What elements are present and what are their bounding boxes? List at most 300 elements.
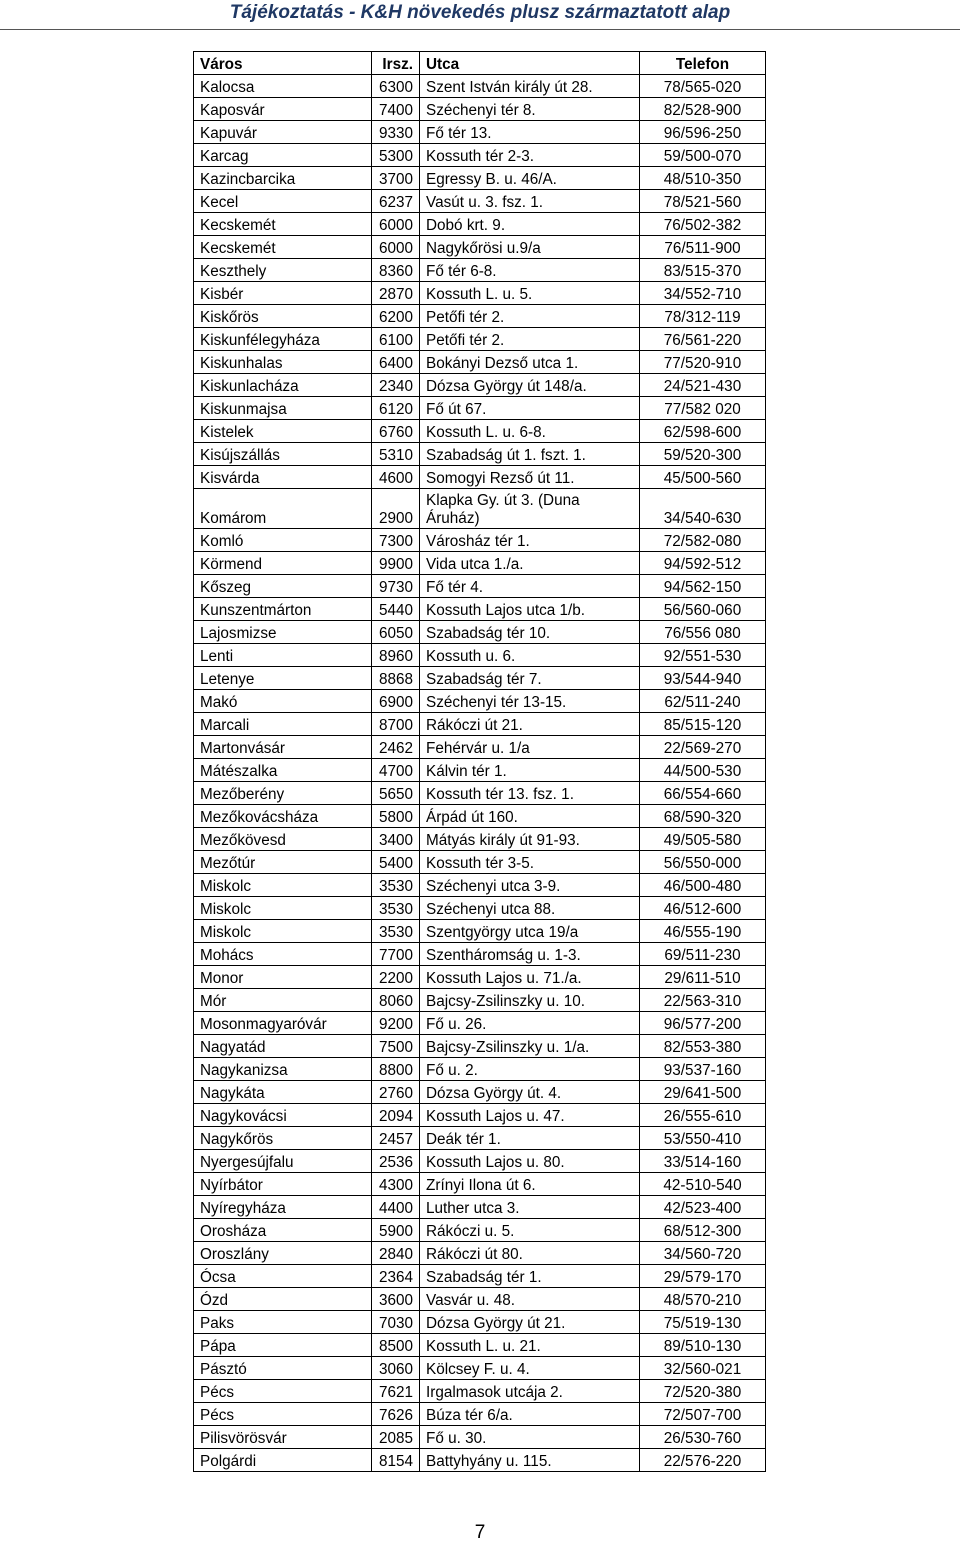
cell-street: Rákóczi u. 5. [420,1219,640,1242]
cell-street: Kossuth L. u. 21. [420,1334,640,1357]
cell-zip: 2900 [372,489,420,529]
cell-phone: 56/560-060 [640,598,766,621]
cell-zip: 2364 [372,1265,420,1288]
cell-street: Árpád út 160. [420,805,640,828]
cell-street: Fő u. 26. [420,1012,640,1035]
cell-phone: 48/510-350 [640,167,766,190]
table-row [194,1012,766,1035]
cell-city: Kiskunmajsa [194,397,372,420]
cell-city: Nagykáta [194,1081,372,1104]
table-row [194,259,766,282]
cell-phone: 44/500-530 [640,759,766,782]
cell-phone: 78/565-020 [640,75,766,98]
cell-street: Dózsa György út 148/a. [420,374,640,397]
table-row [194,598,766,621]
table-row [194,920,766,943]
cell-street: Búza tér 6/a. [420,1403,640,1426]
cell-street: Fő tér 13. [420,121,640,144]
cell-phone: 53/550-410 [640,1127,766,1150]
table-row [194,667,766,690]
cell-phone: 46/512-600 [640,897,766,920]
cell-city: Letenye [194,667,372,690]
table-row [194,1288,766,1311]
cell-street: Kálvin tér 1. [420,759,640,782]
cell-phone: 66/554-660 [640,782,766,805]
cell-phone: 77/582 020 [640,397,766,420]
cell-city: Ózd [194,1288,372,1311]
cell-zip: 5310 [372,443,420,466]
cell-zip: 7500 [372,1035,420,1058]
cell-city: Kecel [194,190,372,213]
cell-zip: 9900 [372,552,420,575]
cell-zip: 3400 [372,828,420,851]
cell-city: Pásztó [194,1357,372,1380]
cell-phone: 34/560-720 [640,1242,766,1265]
cell-street: Szentgyörgy utca 19/a [420,920,640,943]
cell-zip: 7621 [372,1380,420,1403]
cell-city: Mezőtúr [194,851,372,874]
cell-phone: 85/515-120 [640,713,766,736]
cell-zip: 6400 [372,351,420,374]
table-row [194,1081,766,1104]
page-number: 7 [474,1522,486,1543]
cell-zip: 2340 [372,374,420,397]
cell-street: Dobó krt. 9. [420,213,640,236]
cell-city: Kisvárda [194,466,372,489]
cell-city: Nagykovácsi [194,1104,372,1127]
table-row [194,1150,766,1173]
cell-phone: 32/560-021 [640,1357,766,1380]
cell-zip: 2840 [372,1242,420,1265]
cell-city: Mór [194,989,372,1012]
cell-phone: 62/511-240 [640,690,766,713]
cell-zip: 9730 [372,575,420,598]
table-row [194,328,766,351]
cell-city: Kisbér [194,282,372,305]
table-row [194,75,766,98]
cell-street: Bajcsy-Zsilinszky u. 10. [420,989,640,1012]
table-row [194,190,766,213]
table-row [194,1173,766,1196]
cell-street: Dózsa György út 21. [420,1311,640,1334]
table-row [194,713,766,736]
cell-zip: 5440 [372,598,420,621]
cell-phone: 29/611-510 [640,966,766,989]
cell-city: Nyíregyháza [194,1196,372,1219]
cell-street: Fehérvár u. 1/a [420,736,640,759]
cell-zip: 6760 [372,420,420,443]
cell-zip: 2760 [372,1081,420,1104]
cell-city: Nyírbátor [194,1173,372,1196]
cell-city: Mátészalka [194,759,372,782]
cell-phone: 75/519-130 [640,1311,766,1334]
cell-zip: 6120 [372,397,420,420]
cell-city: Miskolc [194,897,372,920]
title-divider [0,29,960,30]
cell-zip: 6900 [372,690,420,713]
cell-phone: 24/521-430 [640,374,766,397]
table-row [194,966,766,989]
cell-zip: 9330 [372,121,420,144]
table-row [194,236,766,259]
table-row [194,644,766,667]
table-row [194,167,766,190]
cell-phone: 68/512-300 [640,1219,766,1242]
cell-street: Petőfi tér 2. [420,328,640,351]
cell-street: Szabadság út 1. fszt. 1. [420,443,640,466]
cell-city: Orosháza [194,1219,372,1242]
cell-street: Kossuth tér 3-5. [420,851,640,874]
cell-city: Kecskemét [194,213,372,236]
cell-zip: 8800 [372,1058,420,1081]
cell-zip: 2457 [372,1127,420,1150]
table-row [194,466,766,489]
cell-phone: 69/511-230 [640,943,766,966]
cell-street: Bajcsy-Zsilinszky u. 1/a. [420,1035,640,1058]
cell-city: Mohács [194,943,372,966]
table-row [194,305,766,328]
cell-street: Dózsa György út. 4. [420,1081,640,1104]
cell-street: Kossuth u. 6. [420,644,640,667]
cell-phone: 26/530-760 [640,1426,766,1449]
table-row [194,1242,766,1265]
cell-phone: 89/510-130 [640,1334,766,1357]
cell-phone: 93/537-160 [640,1058,766,1081]
table-row [194,621,766,644]
cell-phone: 68/590-320 [640,805,766,828]
table-row [194,1449,766,1472]
cell-zip: 2200 [372,966,420,989]
cell-phone: 42/523-400 [640,1196,766,1219]
cell-zip: 8700 [372,713,420,736]
table-row [194,121,766,144]
cell-street: Kossuth Lajos u. 80. [420,1150,640,1173]
cell-city: Nagyatád [194,1035,372,1058]
cell-city: Kőszeg [194,575,372,598]
cell-zip: 5400 [372,851,420,874]
cell-zip: 7400 [372,98,420,121]
cell-zip: 6100 [372,328,420,351]
cell-city: Körmend [194,552,372,575]
cell-street: Fő u. 2. [420,1058,640,1081]
cell-phone: 82/528-900 [640,98,766,121]
cell-city: Kecskemét [194,236,372,259]
cell-phone: 94/562-150 [640,575,766,598]
cell-zip: 7700 [372,943,420,966]
cell-street: Széchenyi tér 13-15. [420,690,640,713]
cell-phone: 29/641-500 [640,1081,766,1104]
cell-city: Mosonmagyaróvár [194,1012,372,1035]
table-row [194,1426,766,1449]
cell-zip: 7030 [372,1311,420,1334]
table-row [194,1265,766,1288]
cell-city: Kiskunhalas [194,351,372,374]
cell-zip: 6237 [372,190,420,213]
cell-phone: 93/544-940 [640,667,766,690]
cell-city: Nagykanizsa [194,1058,372,1081]
cell-city: Kunszentmárton [194,598,372,621]
cell-street: Szent István király út 28. [420,75,640,98]
table-row [194,489,766,529]
cell-city: Kiskunfélegyháza [194,328,372,351]
cell-city: Kisújszállás [194,443,372,466]
table-row [194,874,766,897]
cell-street: Kossuth Lajos u. 47. [420,1104,640,1127]
cell-phone: 45/500-560 [640,466,766,489]
cell-street: Irgalmasok utcája 2. [420,1380,640,1403]
cell-street: Vida utca 1./a. [420,552,640,575]
cell-street: Rákóczi út 80. [420,1242,640,1265]
cell-city: Pilisvörösvár [194,1426,372,1449]
cell-zip: 6000 [372,213,420,236]
table-row [194,443,766,466]
table-row [194,782,766,805]
cell-phone: 33/514-160 [640,1150,766,1173]
table-row [194,552,766,575]
table-row [194,420,766,443]
column-header-phone: Telefon [640,52,766,75]
cell-phone: 76/561-220 [640,328,766,351]
cell-phone: 42-510-540 [640,1173,766,1196]
table-row [194,690,766,713]
cell-phone: 59/500-070 [640,144,766,167]
branch-address-table [193,51,766,1472]
cell-phone: 77/520-910 [640,351,766,374]
cell-street: Kossuth tér 2-3. [420,144,640,167]
cell-city: Makó [194,690,372,713]
cell-zip: 6000 [372,236,420,259]
cell-street: Kossuth L. u. 6-8. [420,420,640,443]
cell-phone: 56/550-000 [640,851,766,874]
cell-zip: 2870 [372,282,420,305]
cell-zip: 7300 [372,529,420,552]
table-row [194,1127,766,1150]
cell-city: Kistelek [194,420,372,443]
cell-phone: 76/511-900 [640,236,766,259]
cell-phone: 94/592-512 [640,552,766,575]
cell-phone: 96/577-200 [640,1012,766,1035]
cell-phone: 76/502-382 [640,213,766,236]
cell-street: Mátyás király út 91-93. [420,828,640,851]
cell-city: Karcag [194,144,372,167]
cell-city: Pápa [194,1334,372,1357]
cell-zip: 8154 [372,1449,420,1472]
cell-zip: 8868 [372,667,420,690]
table-row [194,736,766,759]
cell-street: Kossuth Lajos utca 1/b. [420,598,640,621]
cell-city: Miskolc [194,920,372,943]
cell-zip: 2085 [372,1426,420,1449]
cell-phone: 72/520-380 [640,1380,766,1403]
cell-zip: 9200 [372,1012,420,1035]
cell-city: Kaposvár [194,98,372,121]
cell-street: Szentháromság u. 1-3. [420,943,640,966]
cell-street: Szabadság tér 1. [420,1265,640,1288]
cell-zip: 2536 [372,1150,420,1173]
cell-street: Kossuth tér 13. fsz. 1. [420,782,640,805]
cell-city: Pécs [194,1403,372,1426]
cell-city: Ócsa [194,1265,372,1288]
cell-street: Klapka Gy. út 3. (Duna Áruház) [420,489,640,529]
cell-street: Vasút u. 3. fsz. 1. [420,190,640,213]
cell-zip: 5300 [372,144,420,167]
cell-zip: 3530 [372,920,420,943]
cell-phone: 46/500-480 [640,874,766,897]
cell-city: Kazincbarcika [194,167,372,190]
column-header-street: Utca [420,52,640,75]
cell-street: Fő u. 30. [420,1426,640,1449]
cell-phone: 49/505-580 [640,828,766,851]
table-row [194,1357,766,1380]
table-row [194,282,766,305]
cell-street: Szabadság tér 10. [420,621,640,644]
cell-city: Keszthely [194,259,372,282]
cell-phone: 22/576-220 [640,1449,766,1472]
cell-city: Paks [194,1311,372,1334]
cell-zip: 6200 [372,305,420,328]
cell-zip: 8360 [372,259,420,282]
cell-street: Széchenyi utca 88. [420,897,640,920]
cell-city: Kiskőrös [194,305,372,328]
cell-city: Miskolc [194,874,372,897]
cell-city: Kapuvár [194,121,372,144]
cell-city: Lenti [194,644,372,667]
cell-zip: 8500 [372,1334,420,1357]
cell-street: Szabadság tér 7. [420,667,640,690]
table-row [194,1058,766,1081]
cell-street: Széchenyi utca 3-9. [420,874,640,897]
table-row [194,851,766,874]
cell-phone: 22/563-310 [640,989,766,1012]
cell-zip: 4300 [372,1173,420,1196]
cell-phone: 96/596-250 [640,121,766,144]
cell-phone: 76/556 080 [640,621,766,644]
cell-city: Lajosmizse [194,621,372,644]
cell-phone: 26/555-610 [640,1104,766,1127]
column-header-zip: Irsz. [372,52,420,75]
cell-phone: 59/520-300 [640,443,766,466]
cell-zip: 5900 [372,1219,420,1242]
cell-zip: 5650 [372,782,420,805]
cell-street: Petőfi tér 2. [420,305,640,328]
cell-zip: 7626 [372,1403,420,1426]
cell-street: Battyhyány u. 115. [420,1449,640,1472]
cell-city: Mezőkovácsháza [194,805,372,828]
cell-city: Kiskunlacháza [194,374,372,397]
cell-city: Nyergesújfalu [194,1150,372,1173]
table-row [194,213,766,236]
cell-street: Kölcsey F. u. 4. [420,1357,640,1380]
table-row [194,144,766,167]
cell-phone: 82/553-380 [640,1035,766,1058]
cell-zip: 3700 [372,167,420,190]
cell-city: Mezőberény [194,782,372,805]
cell-zip: 2094 [372,1104,420,1127]
cell-city: Komló [194,529,372,552]
cell-zip: 6300 [372,75,420,98]
cell-phone: 83/515-370 [640,259,766,282]
cell-phone: 48/570-210 [640,1288,766,1311]
cell-city: Mezőkövesd [194,828,372,851]
cell-street: Zrínyi Ilona út 6. [420,1173,640,1196]
cell-street: Egressy B. u. 46/A. [420,167,640,190]
table-row [194,989,766,1012]
cell-street: Somogyi Rezső út 11. [420,466,640,489]
cell-phone: 72/582-080 [640,529,766,552]
table-row [194,805,766,828]
document-title: Tájékoztatás - K&H növekedés plusz származtatott alap [229,2,731,23]
table-row [194,529,766,552]
cell-street: Széchenyi tér 8. [420,98,640,121]
cell-zip: 4600 [372,466,420,489]
table-header-row [194,52,766,75]
cell-city: Nagykőrös [194,1127,372,1150]
cell-street: Városház tér 1. [420,529,640,552]
cell-phone: 22/569-270 [640,736,766,759]
cell-zip: 4400 [372,1196,420,1219]
table-row [194,98,766,121]
cell-zip: 3600 [372,1288,420,1311]
table-row [194,759,766,782]
cell-phone: 72/507-700 [640,1403,766,1426]
cell-street: Fő út 67. [420,397,640,420]
cell-city: Marcali [194,713,372,736]
cell-phone: 62/598-600 [640,420,766,443]
cell-street: Luther utca 3. [420,1196,640,1219]
cell-street: Nagykőrösi u.9/a [420,236,640,259]
table-row [194,397,766,420]
cell-zip: 3530 [372,897,420,920]
cell-street: Fő tér 4. [420,575,640,598]
cell-zip: 2462 [372,736,420,759]
cell-street: Vasvár u. 48. [420,1288,640,1311]
table-row [194,897,766,920]
cell-zip: 3530 [372,874,420,897]
cell-phone: 78/521-560 [640,190,766,213]
cell-zip: 3060 [372,1357,420,1380]
table-row [194,828,766,851]
table-row [194,1403,766,1426]
cell-street: Kossuth Lajos u. 71./a. [420,966,640,989]
cell-city: Komárom [194,489,372,529]
cell-street: Deák tér 1. [420,1127,640,1150]
cell-street: Kossuth L. u. 5. [420,282,640,305]
cell-street: Bokányi Dezső utca 1. [420,351,640,374]
cell-city: Pécs [194,1380,372,1403]
cell-city: Monor [194,966,372,989]
table-row [194,351,766,374]
table-row [194,1219,766,1242]
cell-phone: 92/551-530 [640,644,766,667]
cell-phone: 34/540-630 [640,489,766,529]
table-row [194,1380,766,1403]
cell-phone: 46/555-190 [640,920,766,943]
cell-city: Martonvásár [194,736,372,759]
cell-phone: 78/312-119 [640,305,766,328]
table-row [194,943,766,966]
cell-zip: 5800 [372,805,420,828]
cell-city: Polgárdi [194,1449,372,1472]
cell-phone: 29/579-170 [640,1265,766,1288]
cell-city: Oroszlány [194,1242,372,1265]
cell-city: Kalocsa [194,75,372,98]
table-row [194,1334,766,1357]
cell-zip: 6050 [372,621,420,644]
table-row [194,374,766,397]
table-row [194,575,766,598]
table-row [194,1311,766,1334]
cell-phone: 34/552-710 [640,282,766,305]
